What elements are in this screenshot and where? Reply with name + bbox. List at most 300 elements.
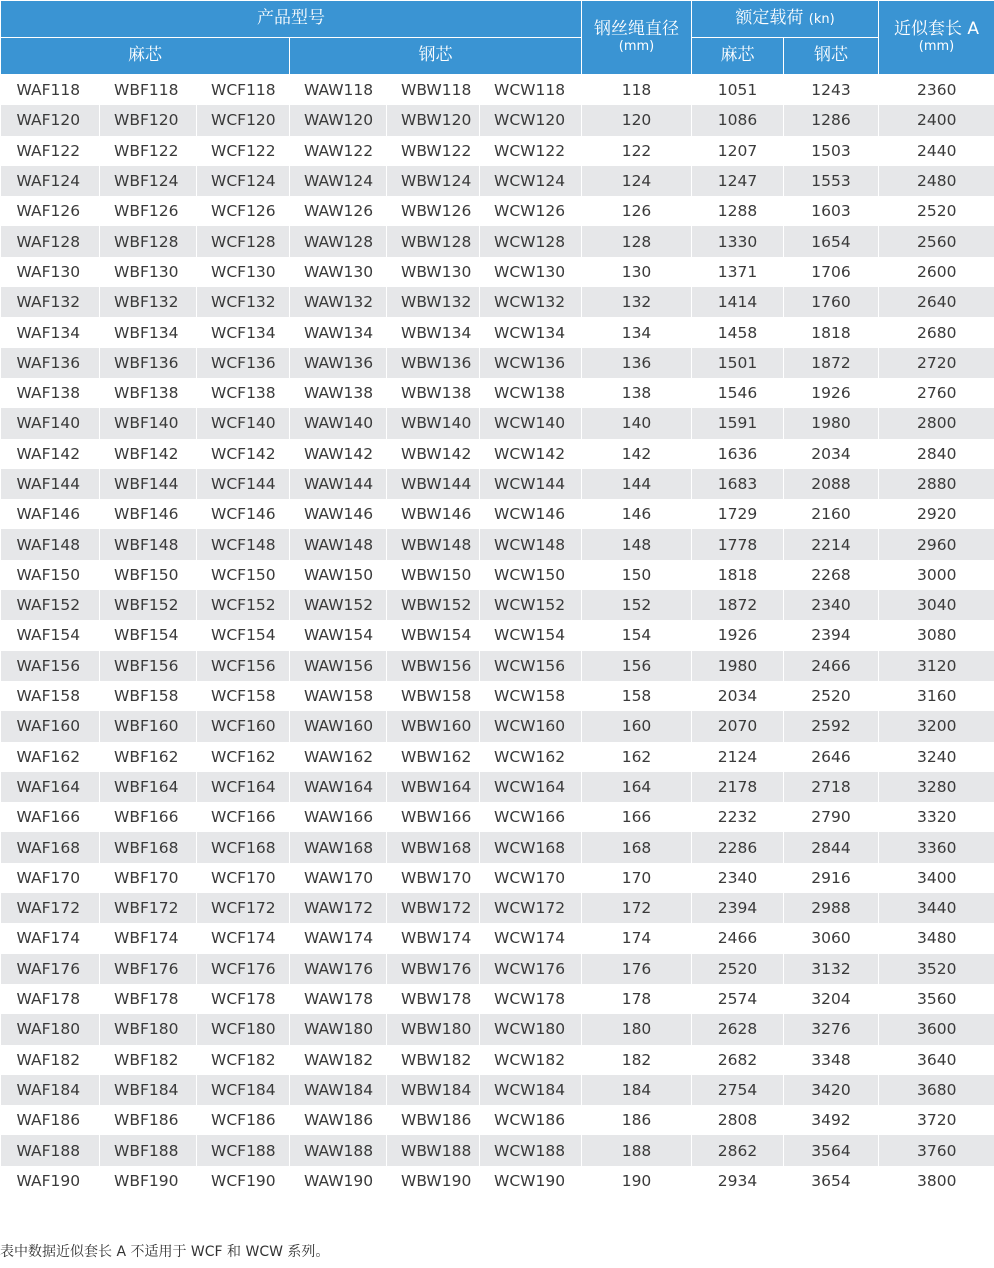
cell-wcf: WCF156 [197,651,290,681]
cell-load-steel: 1603 [784,196,879,226]
cell-waw: WAW174 [290,923,387,953]
cell-load-hemp: 2124 [692,742,784,772]
table-row [1,196,994,226]
cell-length: 3400 [879,863,994,893]
cell-load-steel: 2034 [784,439,879,469]
cell-wbf: WBF130 [100,257,197,287]
cell-length: 3320 [879,802,994,832]
cell-diameter: 154 [582,620,692,650]
cell-wcw: WCW162 [480,742,582,772]
cell-waw: WAW188 [290,1135,387,1165]
cell-load-hemp: 1458 [692,317,784,347]
cell-load-steel: 2088 [784,469,879,499]
cell-wbf: WBF124 [100,166,197,196]
cell-wbw: WBW156 [387,651,480,681]
cell-length: 2600 [879,257,994,287]
cell-wbf: WBF118 [100,75,197,106]
table-row [1,863,994,893]
cell-length: 2800 [879,408,994,438]
cell-diameter: 156 [582,651,692,681]
cell-length: 3040 [879,590,994,620]
cell-waw: WAW176 [290,954,387,984]
header-model: 产品型号 [1,1,582,38]
cell-diameter: 168 [582,832,692,862]
cell-load-steel: 1286 [784,105,879,135]
cell-diameter: 178 [582,984,692,1014]
table-row [1,499,994,529]
cell-length: 2840 [879,439,994,469]
cell-waf: WAF144 [1,469,100,499]
cell-diameter: 122 [582,136,692,166]
cell-wbf: WBF176 [100,954,197,984]
cell-waw: WAW122 [290,136,387,166]
cell-waw: WAW190 [290,1166,387,1196]
cell-wcw: WCW178 [480,984,582,1014]
cell-wbw: WBW188 [387,1135,480,1165]
table-row [1,166,994,196]
cell-diameter: 128 [582,226,692,256]
cell-diameter: 148 [582,529,692,559]
table-row [1,923,994,953]
cell-length: 3160 [879,681,994,711]
cell-diameter: 132 [582,287,692,317]
cell-load-steel: 1243 [784,75,879,106]
cell-length: 2520 [879,196,994,226]
cell-wbw: WBW166 [387,802,480,832]
cell-wcf: WCF160 [197,711,290,741]
cell-diameter: 170 [582,863,692,893]
cell-wcf: WCF132 [197,287,290,317]
cell-waf: WAF186 [1,1105,100,1135]
cell-waf: WAF124 [1,166,100,196]
cell-waw: WAW130 [290,257,387,287]
cell-diameter: 152 [582,590,692,620]
cell-waf: WAF156 [1,651,100,681]
cell-wbw: WBW144 [387,469,480,499]
cell-wbw: WBW190 [387,1166,480,1196]
header-length [879,1,994,75]
table-row [1,317,994,347]
cell-load-hemp: 2628 [692,1014,784,1044]
cell-wbf: WBF190 [100,1166,197,1196]
cell-length: 3520 [879,954,994,984]
table-row [1,75,994,106]
cell-load-hemp: 1591 [692,408,784,438]
cell-length: 3280 [879,772,994,802]
cell-wbw: WBW150 [387,560,480,590]
table-row [1,136,994,166]
cell-wbf: WBF178 [100,984,197,1014]
cell-wbf: WBF164 [100,772,197,802]
cell-length: 3600 [879,1014,994,1044]
cell-wbw: WBW154 [387,620,480,650]
cell-waf: WAF136 [1,348,100,378]
cell-waf: WAF168 [1,832,100,862]
cell-wbf: WBF182 [100,1045,197,1075]
table-row [1,226,994,256]
cell-wcw: WCW160 [480,711,582,741]
cell-wbw: WBW152 [387,590,480,620]
cell-length: 3640 [879,1045,994,1075]
table-row [1,832,994,862]
cell-wcf: WCF122 [197,136,290,166]
header-diameter [582,1,692,75]
cell-wbw: WBW138 [387,378,480,408]
cell-load-steel: 3204 [784,984,879,1014]
cell-diameter: 190 [582,1166,692,1196]
cell-wcw: WCW144 [480,469,582,499]
cell-waf: WAF138 [1,378,100,408]
cell-wcw: WCW150 [480,560,582,590]
cell-length: 2880 [879,469,994,499]
cell-load-hemp: 2178 [692,772,784,802]
cell-waf: WAF190 [1,1166,100,1196]
cell-wbf: WBF148 [100,529,197,559]
cell-waw: WAW120 [290,105,387,135]
cell-diameter: 164 [582,772,692,802]
cell-diameter: 118 [582,75,692,106]
cell-waw: WAW138 [290,378,387,408]
cell-wcf: WCF134 [197,317,290,347]
cell-waw: WAW168 [290,832,387,862]
cell-load-hemp: 2466 [692,923,784,953]
cell-waf: WAF150 [1,560,100,590]
cell-length: 2920 [879,499,994,529]
cell-wcf: WCF168 [197,832,290,862]
cell-wbw: WBW134 [387,317,480,347]
cell-wbf: WBF152 [100,590,197,620]
cell-wbf: WBF122 [100,136,197,166]
cell-length: 3360 [879,832,994,862]
cell-waf: WAF172 [1,893,100,923]
cell-diameter: 138 [582,378,692,408]
cell-wbf: WBF150 [100,560,197,590]
cell-waf: WAF148 [1,529,100,559]
cell-load-steel: 1980 [784,408,879,438]
cell-wbw: WBW124 [387,166,480,196]
cell-wbw: WBW142 [387,439,480,469]
cell-diameter: 172 [582,893,692,923]
cell-load-hemp: 2808 [692,1105,784,1135]
cell-wcf: WCF162 [197,742,290,772]
cell-wcf: WCF126 [197,196,290,226]
cell-wcf: WCF142 [197,439,290,469]
cell-wcw: WCW118 [480,75,582,106]
cell-wbw: WBW132 [387,287,480,317]
cell-length: 2480 [879,166,994,196]
cell-wcf: WCF124 [197,166,290,196]
cell-waf: WAF182 [1,1045,100,1075]
cell-load-hemp: 2862 [692,1135,784,1165]
cell-load-steel: 3348 [784,1045,879,1075]
cell-waf: WAF166 [1,802,100,832]
cell-waf: WAF162 [1,742,100,772]
cell-wcf: WCF184 [197,1075,290,1105]
cell-wcf: WCF136 [197,348,290,378]
cell-wcw: WCW176 [480,954,582,984]
cell-wbw: WBW178 [387,984,480,1014]
cell-load-steel: 1654 [784,226,879,256]
cell-wcf: WCF182 [197,1045,290,1075]
cell-waf: WAF174 [1,923,100,953]
table-row [1,348,994,378]
cell-wcw: WCW132 [480,287,582,317]
cell-wcf: WCF150 [197,560,290,590]
cell-load-hemp: 1926 [692,620,784,650]
cell-wcf: WCF138 [197,378,290,408]
cell-diameter: 166 [582,802,692,832]
cell-length: 2440 [879,136,994,166]
cell-wcw: WCW184 [480,1075,582,1105]
cell-wcf: WCF176 [197,954,290,984]
cell-load-steel: 2394 [784,620,879,650]
cell-wcw: WCW128 [480,226,582,256]
cell-load-hemp: 1414 [692,287,784,317]
cell-wcf: WCF158 [197,681,290,711]
header-load-unit: (kn) [808,12,835,28]
cell-wcf: WCF178 [197,984,290,1014]
cell-load-hemp: 2034 [692,681,784,711]
cell-wbf: WBF134 [100,317,197,347]
cell-load-steel: 3276 [784,1014,879,1044]
cell-wbf: WBF170 [100,863,197,893]
table-row [1,257,994,287]
table-row [1,620,994,650]
cell-wcw: WCW146 [480,499,582,529]
cell-length: 3440 [879,893,994,923]
cell-load-steel: 1760 [784,287,879,317]
table-row [1,469,994,499]
cell-waf: WAF178 [1,984,100,1014]
table-row [1,560,994,590]
cell-waf: WAF170 [1,863,100,893]
cell-waf: WAF120 [1,105,100,135]
cell-waw: WAW148 [290,529,387,559]
footnote: 表中数据近似套长 A 不适用于 WCF 和 WCW 系列。 [0,1244,330,1260]
cell-wbw: WBW130 [387,257,480,287]
cell-load-hemp: 1872 [692,590,784,620]
cell-wcf: WCF140 [197,408,290,438]
table-row [1,408,994,438]
cell-waw: WAW152 [290,590,387,620]
cell-wbf: WBF174 [100,923,197,953]
cell-wbf: WBF172 [100,893,197,923]
cell-wbw: WBW168 [387,832,480,862]
table-row [1,1014,994,1044]
cell-diameter: 134 [582,317,692,347]
cell-length: 3120 [879,651,994,681]
cell-wcf: WCF152 [197,590,290,620]
cell-length: 2680 [879,317,994,347]
cell-diameter: 176 [582,954,692,984]
cell-load-hemp: 2286 [692,832,784,862]
cell-load-hemp: 1207 [692,136,784,166]
table-row [1,1075,994,1105]
cell-load-steel: 1926 [784,378,879,408]
cell-wbw: WBW162 [387,742,480,772]
cell-load-hemp: 1683 [692,469,784,499]
cell-diameter: 180 [582,1014,692,1044]
table-row [1,772,994,802]
cell-diameter: 130 [582,257,692,287]
cell-wbf: WBF126 [100,196,197,226]
cell-load-steel: 2592 [784,711,879,741]
cell-wbw: WBW126 [387,196,480,226]
cell-waw: WAW180 [290,1014,387,1044]
cell-load-hemp: 1778 [692,529,784,559]
cell-load-hemp: 1818 [692,560,784,590]
cell-load-steel: 1706 [784,257,879,287]
cell-diameter: 174 [582,923,692,953]
cell-waw: WAW124 [290,166,387,196]
table-row [1,984,994,1014]
cell-wcw: WCW154 [480,620,582,650]
cell-waf: WAF134 [1,317,100,347]
cell-wbw: WBW158 [387,681,480,711]
cell-wbw: WBW118 [387,75,480,106]
cell-length: 2760 [879,378,994,408]
cell-length: 3000 [879,560,994,590]
table-row [1,893,994,923]
cell-waw: WAW170 [290,863,387,893]
cell-diameter: 150 [582,560,692,590]
cell-load-steel: 3060 [784,923,879,953]
cell-wbf: WBF168 [100,832,197,862]
cell-wcw: WCW166 [480,802,582,832]
cell-wbf: WBF154 [100,620,197,650]
cell-diameter: 162 [582,742,692,772]
cell-waf: WAF164 [1,772,100,802]
cell-wbw: WBW184 [387,1075,480,1105]
cell-waf: WAF184 [1,1075,100,1105]
cell-wcw: WCW152 [480,590,582,620]
cell-wbf: WBF188 [100,1135,197,1165]
header-load [692,1,879,38]
cell-load-hemp: 1051 [692,75,784,106]
cell-waf: WAF146 [1,499,100,529]
table-row [1,287,994,317]
cell-waf: WAF128 [1,226,100,256]
table-header [1,1,994,75]
cell-length: 3480 [879,923,994,953]
cell-diameter: 182 [582,1045,692,1075]
cell-wcw: WCW156 [480,651,582,681]
cell-wcf: WCF164 [197,772,290,802]
cell-wbw: WBW160 [387,711,480,741]
cell-wcf: WCF166 [197,802,290,832]
cell-wbf: WBF184 [100,1075,197,1105]
cell-diameter: 124 [582,166,692,196]
cell-wbw: WBW180 [387,1014,480,1044]
cell-wbf: WBF160 [100,711,197,741]
cell-wcf: WCF154 [197,620,290,650]
cell-load-steel: 3132 [784,954,879,984]
header-diameter-unit: (mm) [618,38,655,54]
cell-waf: WAF152 [1,590,100,620]
cell-wcf: WCF130 [197,257,290,287]
cell-wcw: WCW164 [480,772,582,802]
cell-diameter: 160 [582,711,692,741]
cell-waw: WAW144 [290,469,387,499]
cell-load-hemp: 2070 [692,711,784,741]
cell-waw: WAW178 [290,984,387,1014]
cell-load-steel: 1872 [784,348,879,378]
cell-wcw: WCW122 [480,136,582,166]
cell-load-hemp: 1330 [692,226,784,256]
cell-load-steel: 2214 [784,529,879,559]
cell-wcf: WCF172 [197,893,290,923]
cell-waw: WAW160 [290,711,387,741]
cell-load-steel: 2340 [784,590,879,620]
cell-waf: WAF158 [1,681,100,711]
cell-waw: WAW118 [290,75,387,106]
header-length-unit: (mm) [918,38,955,54]
cell-length: 2560 [879,226,994,256]
cell-diameter: 186 [582,1105,692,1135]
cell-wbw: WBW128 [387,226,480,256]
cell-load-hemp: 1288 [692,196,784,226]
cell-waw: WAW134 [290,317,387,347]
cell-wcw: WCW188 [480,1135,582,1165]
cell-waw: WAW154 [290,620,387,650]
cell-waf: WAF118 [1,75,100,106]
cell-length: 3240 [879,742,994,772]
cell-load-hemp: 2682 [692,1045,784,1075]
cell-load-hemp: 1980 [692,651,784,681]
table-row [1,439,994,469]
cell-wcw: WCW186 [480,1105,582,1135]
cell-load-steel: 3654 [784,1166,879,1196]
cell-waf: WAF130 [1,257,100,287]
cell-wcf: WCF174 [197,923,290,953]
cell-load-steel: 1818 [784,317,879,347]
cell-load-hemp: 1636 [692,439,784,469]
cell-waf: WAF180 [1,1014,100,1044]
cell-wbw: WBW176 [387,954,480,984]
cell-load-steel: 2916 [784,863,879,893]
cell-length: 3680 [879,1075,994,1105]
cell-waw: WAW142 [290,439,387,469]
cell-length: 2400 [879,105,994,135]
cell-wbf: WBF146 [100,499,197,529]
cell-wbw: WBW136 [387,348,480,378]
cell-length: 3200 [879,711,994,741]
cell-waw: WAW164 [290,772,387,802]
cell-waf: WAF188 [1,1135,100,1165]
cell-wbf: WBF186 [100,1105,197,1135]
header-steel-core: 钢芯 [290,38,582,75]
cell-waw: WAW150 [290,560,387,590]
cell-wcw: WCW120 [480,105,582,135]
cell-waf: WAF140 [1,408,100,438]
table-row [1,1105,994,1135]
cell-wcf: WCF186 [197,1105,290,1135]
cell-length: 3760 [879,1135,994,1165]
cell-diameter: 140 [582,408,692,438]
cell-load-hemp: 2520 [692,954,784,984]
cell-diameter: 126 [582,196,692,226]
cell-wbw: WBW148 [387,529,480,559]
cell-waw: WAW146 [290,499,387,529]
cell-diameter: 136 [582,348,692,378]
cell-load-hemp: 1247 [692,166,784,196]
cell-wcf: WCF144 [197,469,290,499]
cell-length: 3560 [879,984,994,1014]
cell-diameter: 144 [582,469,692,499]
cell-load-steel: 3564 [784,1135,879,1165]
cell-wbw: WBW164 [387,772,480,802]
cell-wbf: WBF166 [100,802,197,832]
